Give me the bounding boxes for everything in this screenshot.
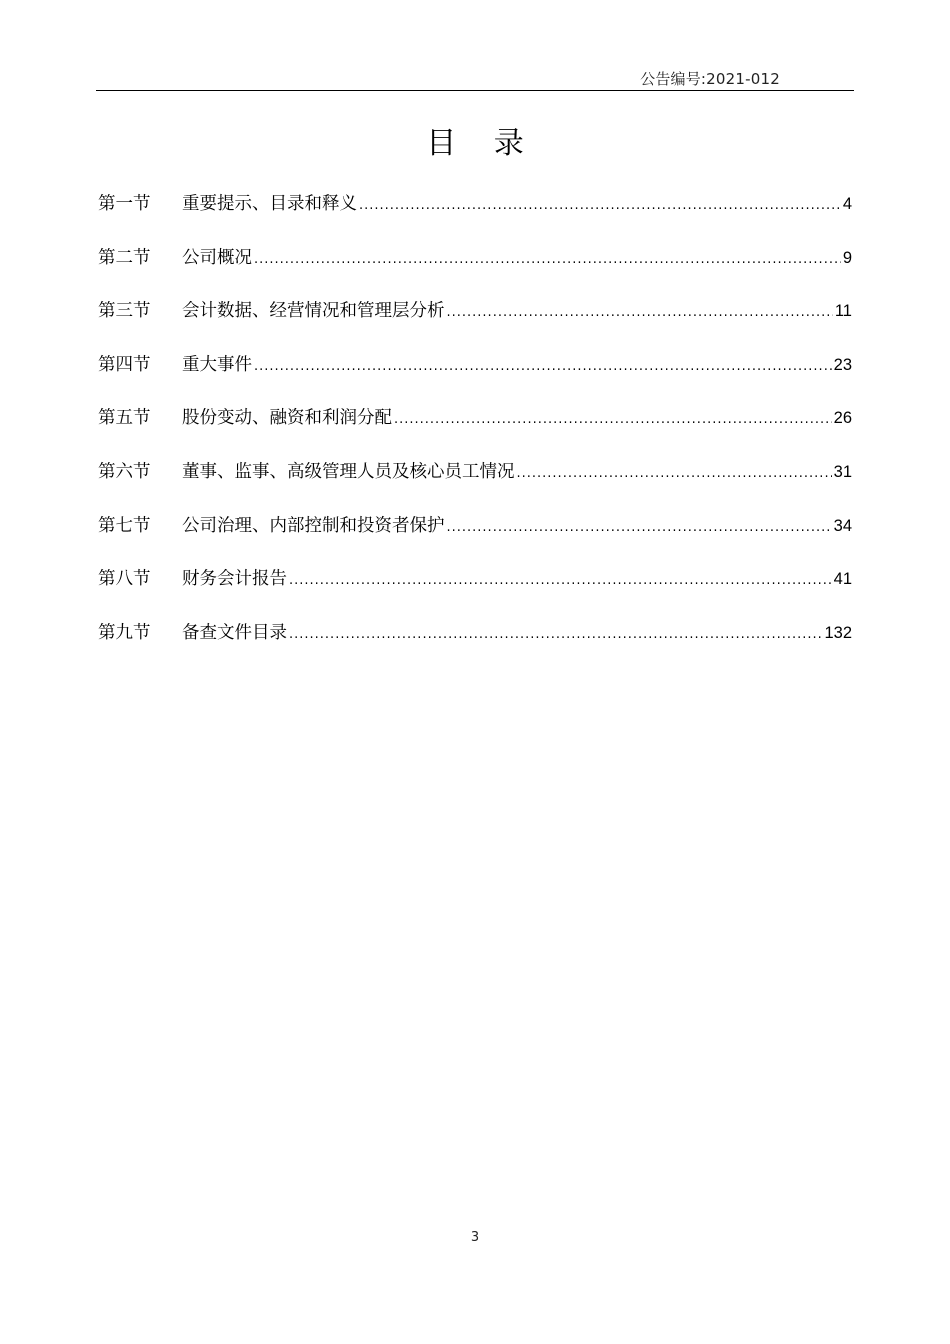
announcement-code: 公告编号:2021-012 [640, 70, 780, 88]
toc-entry[interactable] [98, 190, 852, 244]
toc-dot-leader [254, 252, 841, 267]
toc-entry-title: 股份变动、融资和利润分配 [182, 408, 392, 429]
toc-page-number: 132 [824, 623, 852, 642]
toc-section-label: 第六节 [98, 461, 151, 482]
toc-entry[interactable] [98, 244, 852, 298]
toc-dot-leader [359, 198, 841, 213]
toc-dot-leader [289, 573, 832, 588]
toc-page-number: 4 [842, 195, 852, 213]
toc-page-number: 23 [833, 355, 852, 374]
toc-entry[interactable] [98, 297, 852, 351]
toc-dot-leader [447, 305, 833, 320]
toc-section-label: 第四节 [98, 354, 151, 375]
toc-section-label: 第九节 [98, 622, 151, 643]
toc-section-label: 第三节 [98, 301, 151, 322]
toc-page-number: 11 [834, 302, 852, 321]
toc-entry-title: 重大事件 [182, 354, 252, 375]
toc-dot-leader [394, 412, 832, 427]
toc-page-number: 31 [833, 462, 852, 481]
toc-entry[interactable] [98, 458, 852, 512]
toc-list [98, 190, 852, 672]
toc-section-label: 第二节 [98, 247, 151, 268]
page-number: 3 [470, 1230, 480, 1245]
toc-page-number: 9 [842, 248, 852, 267]
toc-entry-title: 重要提示、目录和释义 [182, 194, 357, 214]
toc-entry[interactable] [98, 512, 852, 566]
toc-title: 目 录 [426, 126, 538, 161]
toc-section-label: 第一节 [98, 194, 151, 214]
toc-entry[interactable] [98, 565, 852, 619]
toc-section-label: 第八节 [98, 569, 151, 590]
toc-dot-leader [517, 466, 832, 481]
toc-entry-title: 会计数据、经营情况和管理层分析 [182, 301, 445, 322]
toc-page-number: 34 [833, 516, 852, 535]
header-divider [96, 90, 854, 91]
toc-entry[interactable] [98, 404, 852, 458]
toc-dot-leader [254, 359, 832, 374]
toc-entry[interactable] [98, 351, 852, 405]
toc-entry-title: 董事、监事、高级管理人员及核心员工情况 [182, 461, 515, 482]
toc-dot-leader [447, 520, 832, 535]
toc-dot-leader [289, 627, 822, 642]
toc-page-number: 26 [833, 409, 852, 428]
toc-entry-title: 公司治理、内部控制和投资者保护 [182, 515, 445, 536]
toc-entry-title: 财务会计报告 [182, 569, 287, 590]
toc-entry-title: 公司概况 [182, 247, 252, 268]
toc-section-label: 第七节 [98, 515, 151, 536]
toc-entry[interactable] [98, 619, 852, 673]
toc-page-number: 41 [833, 570, 852, 589]
toc-entry-title: 备查文件目录 [182, 622, 287, 643]
toc-section-label: 第五节 [98, 408, 151, 429]
